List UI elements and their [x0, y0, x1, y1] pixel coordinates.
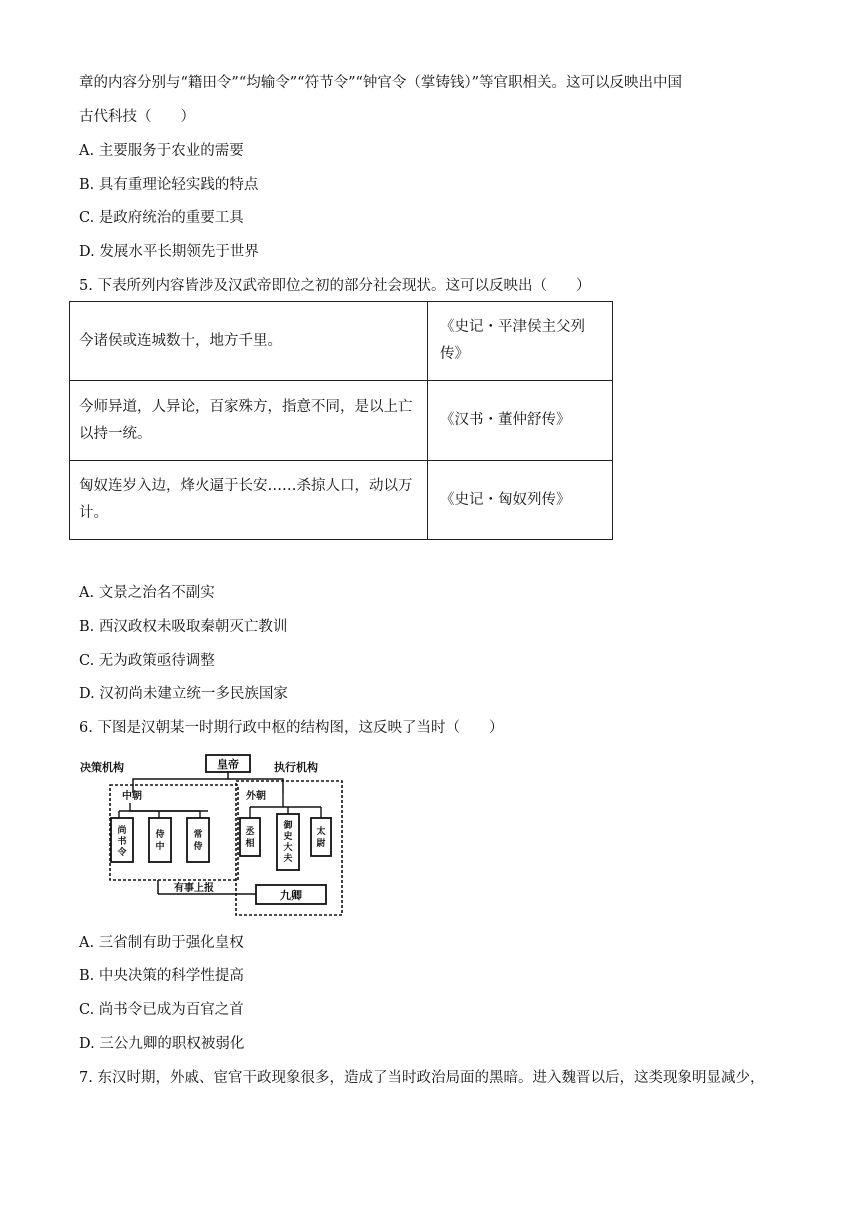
table-cell-source — [428, 461, 613, 540]
decision-organ-label: 决策机构 — [80, 761, 124, 774]
q5-option-a: A. 文景之治名不副实 — [79, 585, 215, 601]
cell-text-line: 匈奴连岁入边，烽火逼于长安……杀掠人口，动以万 — [79, 478, 413, 494]
emperor-label: 皇帝 — [217, 758, 239, 771]
cell-source-line: 《史记・匈奴列传》 — [440, 491, 571, 508]
inner-member-label: 侍中 — [155, 830, 165, 852]
outer-member-label: 丞相 — [245, 827, 255, 849]
outer-member-label: 御史大夫 — [283, 821, 293, 864]
chancellor-box — [240, 818, 260, 856]
q7-stem: 7. 东汉时期，外戚、宦官干政现象很多，造成了当时政治局面的黑暗。进入魏晋以后，这类现象明显减少， — [79, 1070, 765, 1086]
q4-option-a: A. 主要服务于农业的需要 — [79, 143, 244, 159]
q6-option-a: A. 三省制有助于强化皇权 — [79, 935, 244, 951]
inner-member-label: 常侍 — [193, 830, 203, 852]
table-cell-source — [428, 302, 613, 381]
table-cell-text — [70, 302, 428, 381]
table-cell-text — [70, 461, 428, 540]
q4-stem-line2: 古代科技（ ） — [79, 109, 195, 125]
cell-text-line: 今诸侯或连城数十，地方千里。 — [79, 332, 282, 349]
execution-organ-label: 执行机构 — [274, 761, 318, 774]
q4-option-d: D. 发展水平长期领先于世界 — [79, 244, 259, 260]
outer-member-label: 太尉 — [316, 827, 326, 849]
cell-text-line: 今师异道，人异论，百家殊方，指意不同，是以上亡 — [79, 398, 413, 415]
q6-option-c: C. 尚书令已成为百官之首 — [79, 1002, 244, 1018]
q5-stem: 5. 下表所列内容皆涉及汉武帝即位之初的部分社会现状。这可以反映出（ ） — [79, 278, 591, 294]
outer-court-label: 外朝 — [246, 791, 266, 802]
q6-stem: 6. 下图是汉朝某一时期行政中枢的结构图，这反映了当时（ ） — [79, 720, 504, 736]
cell-source-line: 传》 — [440, 346, 469, 362]
report-label: 有事上报 — [174, 883, 214, 894]
government-structure-diagram — [78, 743, 350, 919]
cell-source-line: 《汉书・董仲舒传》 — [440, 412, 571, 428]
cell-source-line: 《史记・平津侯主父列 — [440, 319, 585, 335]
q5-option-c: C. 无为政策亟待调整 — [79, 653, 215, 669]
table-row — [70, 381, 613, 461]
q4-option-b: B. 具有重理论轻实践的特点 — [79, 177, 259, 193]
q5-option-b: B. 西汉政权未吸取秦朝灭亡教训 — [79, 619, 288, 635]
q4-option-c: C. 是政府统治的重要工具 — [79, 210, 244, 226]
cell-text-line: 以持一统。 — [79, 425, 152, 442]
shizhong-box — [149, 818, 171, 862]
inner-court-label: 中朝 — [122, 791, 142, 802]
table-cell-text — [70, 381, 428, 461]
changshi-box — [187, 818, 209, 862]
nine-ministers-label: 九卿 — [280, 889, 302, 902]
q6-option-b: B. 中央决策的科学性提高 — [79, 968, 244, 984]
q4-stem-line1: 章的内容分别与“籍田令”“均输令”“符节令”“钟官令（掌铸钱）”等官职相关。这可以反映出中国 — [79, 75, 683, 91]
cell-text-line: 计。 — [79, 505, 108, 521]
taiwei-box — [311, 818, 331, 856]
q6-option-d: D. 三公九卿的职权被弱化 — [79, 1036, 245, 1052]
table-row — [70, 302, 613, 381]
table-cell-source — [428, 381, 613, 461]
inner-member-label: 尚书令 — [117, 826, 127, 858]
q5-source-table — [69, 301, 613, 540]
q5-option-d: D. 汉初尚未建立统一多民族国家 — [79, 686, 288, 702]
table-row — [70, 461, 613, 540]
